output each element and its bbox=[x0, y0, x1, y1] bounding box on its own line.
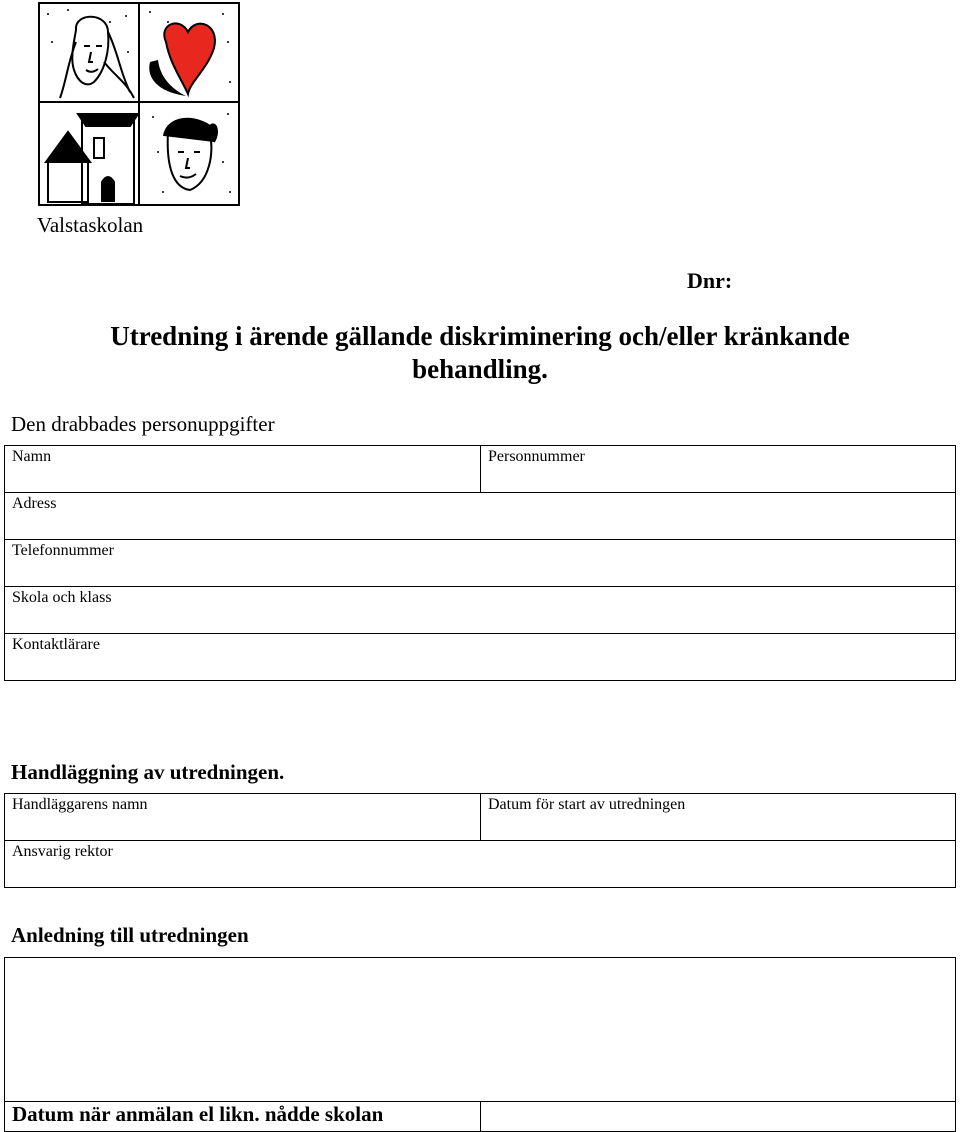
principal-label: Ansvarig rektor bbox=[12, 843, 113, 860]
handler-name-label: Handläggarens namn bbox=[12, 796, 148, 813]
personnummer-label: Personnummer bbox=[488, 448, 585, 465]
name-field[interactable] bbox=[5, 446, 481, 493]
contact-teacher-field[interactable] bbox=[5, 634, 956, 681]
report-date-field[interactable] bbox=[481, 1102, 956, 1132]
start-date-field[interactable] bbox=[481, 794, 956, 841]
address-field[interactable] bbox=[5, 493, 956, 540]
document-title-line1: Utredning i ärende gällande diskriminering och/eller kränkande bbox=[110, 321, 850, 351]
document-title bbox=[60, 320, 900, 386]
personal-info-table bbox=[4, 445, 956, 681]
name-label: Namn bbox=[12, 448, 52, 465]
phone-label: Telefonnummer bbox=[12, 542, 114, 559]
reason-heading: Anledning till utredningen bbox=[11, 923, 249, 947]
report-date-table bbox=[4, 1101, 956, 1132]
start-date-label: Datum för start av utredningen bbox=[488, 796, 686, 813]
principal-field[interactable] bbox=[5, 841, 956, 888]
school-class-label: Skola och klass bbox=[12, 589, 112, 606]
address-label: Adress bbox=[12, 495, 57, 512]
personnummer-field[interactable] bbox=[481, 446, 956, 493]
handling-table bbox=[4, 793, 956, 888]
dnr-label: Dnr: bbox=[687, 268, 733, 293]
contact-teacher-label: Kontaktlärare bbox=[12, 636, 100, 653]
document-title-line2: behandling. bbox=[412, 354, 548, 384]
report-date-label: Datum när anmälan el likn. nådde skolan bbox=[5, 1102, 481, 1132]
reason-textarea[interactable] bbox=[4, 957, 956, 1102]
handling-heading: Handläggning av utredningen. bbox=[11, 760, 285, 784]
school-class-field[interactable] bbox=[5, 587, 956, 634]
handler-name-field[interactable] bbox=[5, 794, 481, 841]
phone-field[interactable] bbox=[5, 540, 956, 587]
school-name: Valstaskolan bbox=[37, 213, 144, 237]
personal-info-heading: Den drabbades personuppgifter bbox=[11, 412, 275, 436]
school-logo-image bbox=[38, 2, 240, 206]
